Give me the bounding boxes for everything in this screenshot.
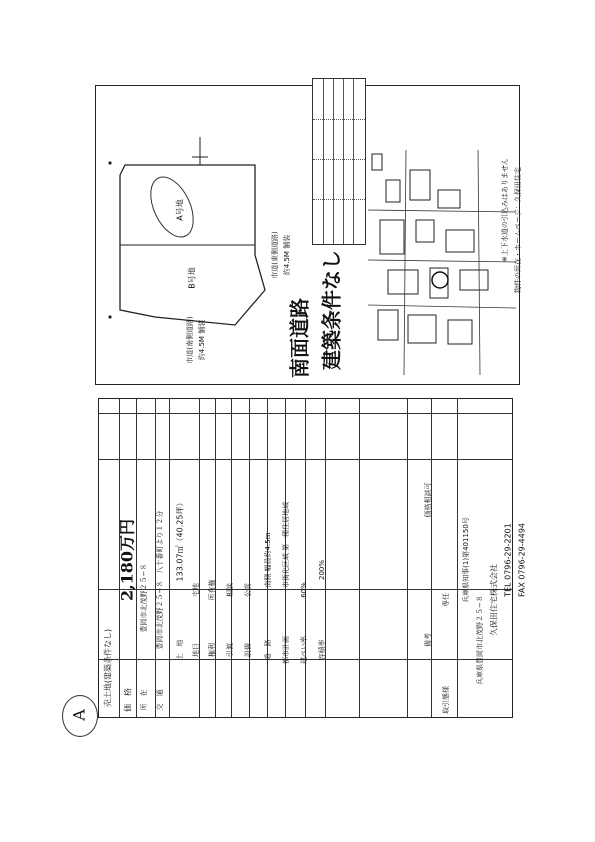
spec-label-far: 容積率 [318, 639, 326, 661]
note-utilities: ※上下水道の引込みはありません [501, 158, 509, 262]
note-homepage: 物件の所在・ホームページ：久保田住宅 [514, 167, 522, 293]
road-south-label: 市道(南側道路) [186, 316, 194, 364]
spec-value-remarks: 価格相談可 [424, 482, 432, 518]
lot-b-label: B号地 [187, 267, 197, 289]
spec-label-transport: 交 通 [156, 689, 164, 711]
spec-label-handover: 引渡 [226, 643, 234, 657]
spec-label-price: 価 格 [123, 688, 133, 712]
spec-value-land: 133.07㎡（40.25坪） [175, 498, 185, 582]
spec-value-transport: 豊岡市北茂野２５−８ 八十番町より１２分 [156, 510, 164, 650]
spec-label-coverage: 建ぺい率 [300, 636, 308, 664]
spec-value-price: 2,180万円 [117, 518, 137, 602]
spec-value-coverage: 60% [300, 582, 308, 598]
road-east-label: 市道(東側道路) [271, 231, 279, 279]
company-license: 兵庫県知事(1)第401150号 [462, 517, 470, 603]
corner-mark-letter: A [69, 709, 89, 721]
lot-a-label: A号地 [175, 199, 185, 221]
spec-value-landtype: 宅地 [192, 583, 200, 597]
spec-value-handover: 相談 [226, 583, 234, 597]
spec-label-road: 道 路 [264, 639, 272, 661]
lot-area-table [312, 78, 366, 245]
spec-value-far: 200% [318, 559, 326, 581]
location-map [368, 150, 516, 375]
spec-value-road: 南側 幅員約4.5ｍ [264, 532, 272, 588]
spec-label-rights: 権利 [208, 643, 216, 657]
spec-label-transaction: 取引態様 [442, 686, 450, 714]
spec-label-zoning: 都市計画 [282, 636, 290, 664]
spec-value-zoning: 市街化区域 第一種住居地域 [282, 501, 290, 589]
company-fax: FAX 0796-29-4494 [517, 522, 527, 598]
road-south-width: 約4.5M 舗装 [198, 319, 206, 361]
headline-no-build-condition: 建築条件なし [319, 250, 344, 370]
headline-south-road: 南面道路 [287, 298, 312, 378]
spec-value-transaction: 専任 [442, 593, 450, 607]
spec-label-utilities: 設備 [244, 643, 252, 657]
company-name: 久保田住宅株式会社 [489, 564, 499, 636]
spec-label-landtype: 地目 [192, 643, 200, 657]
spec-title: 売土地(建築条件なし) [103, 628, 113, 708]
spec-label-land: 土 地 [176, 639, 184, 661]
spec-value-location: 豊岡市北茂野２５−８ [140, 563, 148, 633]
spec-value-utilities: 公営 [244, 583, 252, 597]
spec-label-location: 所 在 [140, 689, 148, 711]
company-tel: TEL 0796-29-2201 [503, 523, 513, 597]
company-address: 兵庫県豊岡市北茂野２５−８ [476, 595, 484, 685]
spec-label-remarks: 備考 [424, 633, 432, 647]
road-east-width: 約4.5M 舗装 [283, 234, 291, 276]
spec-value-rights: 所有権 [208, 579, 216, 601]
